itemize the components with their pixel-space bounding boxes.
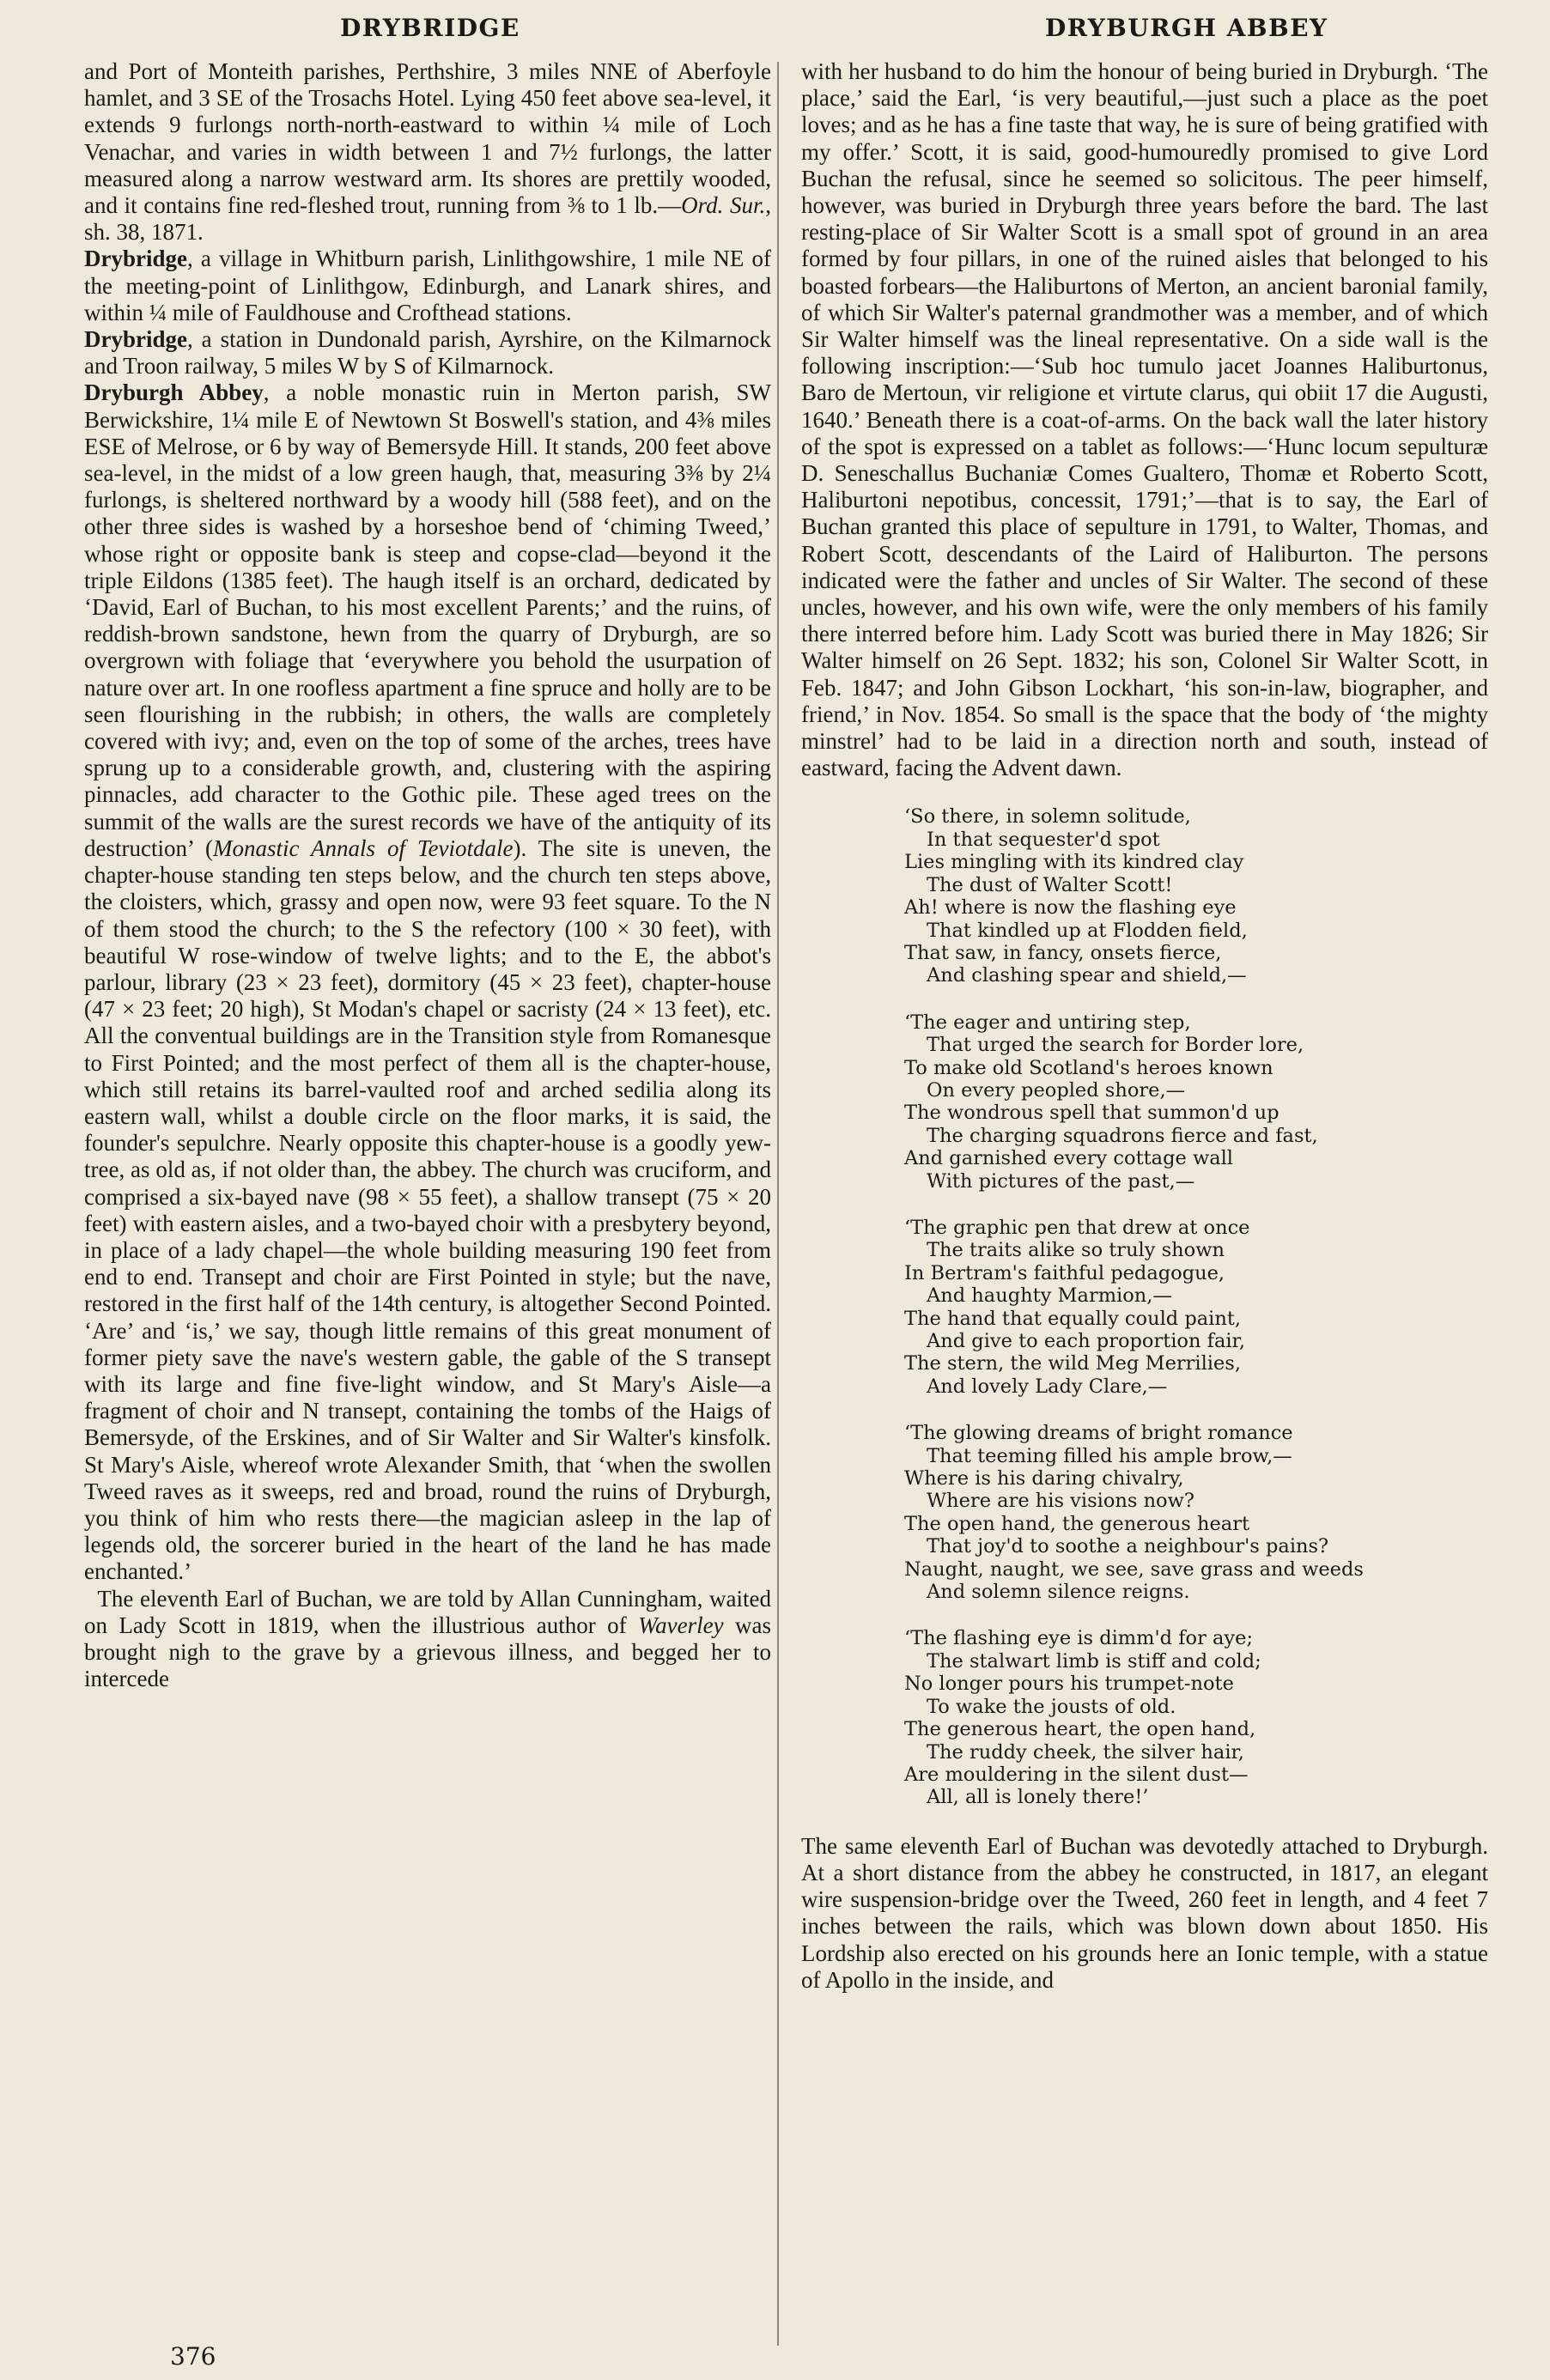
poem-line: The stern, the wild Meg Merrilies, xyxy=(904,1352,1242,1375)
running-head-left: DRYBRIDGE xyxy=(340,14,520,42)
poem-line: Lies mingling with its kindred clay xyxy=(904,851,1244,874)
entry-drybridge-village xyxy=(84,246,771,326)
poem-line: The wondrous spell that summon'd up xyxy=(904,1102,1280,1125)
poem-stanza xyxy=(904,1627,1488,1808)
poem-line: The open hand, the generous heart xyxy=(904,1512,1250,1535)
column-divider xyxy=(777,62,779,2346)
paragraph-suspension-bridge: The same eleventh Earl of Buchan was devotedly attached to Dryburgh. At a short distance from the abbey he constructed, in 1817, an elegant wire suspension-bridge over the Tweed, 260 feet in length, and 4 feet 7 inches between the rails, which was blown down about 1850. His Lordship also erected on his grounds here an Ionic temple, with a statue of Apollo in the inside, and xyxy=(801,1832,1488,1993)
poem-line: And solemn silence reigns. xyxy=(927,1581,1190,1604)
poem-stanza xyxy=(904,1217,1488,1398)
poem-line: On every peopled shore,— xyxy=(927,1078,1186,1102)
citation: Monastic Annals of Teviotdale xyxy=(212,835,514,861)
poem-line: ‘So there, in solemn solitude, xyxy=(904,805,1191,829)
running-head-right: DRYBURGH ABBEY xyxy=(1045,14,1328,42)
poem-line: In Bertram's faithful pedagogue, xyxy=(904,1261,1225,1284)
text-run: The eleventh Earl of Buchan, we are told by Allan Cunningham, waited on Lady Scott in 1819, when the illustrious author of xyxy=(84,1585,771,1638)
right-column xyxy=(801,58,1488,1994)
entry-headword: Drybridge xyxy=(84,326,187,353)
page-number: 376 xyxy=(170,2342,216,2371)
poem-line: With pictures of the past,— xyxy=(927,1169,1195,1193)
paragraph-scott-burial: with her husband to do him the honour of being buried in Dryburgh. ‘The place,’ said the Earl, ‘is very beautiful,—just such a place as the poet loves; and as he has a fine taste that way, he is sure of being gratified with my offer.’ Scott, it is said, good-humouredly promised to give Lord Buchan the refusal, since he seemed so solicitous. The peer himself, however, was buried in Dryburgh three years before the bard. The last resting-place of Sir Walter Scott is a small spot of ground in an area formed by four pillars, in one of the ruined aisles that belonged to his boasted forbears—the Haliburtons of Merton, an ancient baronial family, of which Sir Walter's paternal grandmother was a member, and of which Sir Walter himself was the lineal representative. On a side wall is the following inscription:—‘Sub hoc tumulo jacet Joannes Haliburtonus, Baro de Mertoun, vir religione et virtute clarus, qui obiit 17 die Augusti, 1640.’ Beneath there is a coat-of-arms. On the back wall the later history of the spot is expressed on a tablet as follows:—‘Hunc locum sepulturæ D. Seneschallus Buchaniæ Comes Gualtero, Thomæ et Roberto Scott, Haliburtoni nepotibus, concessit, 1791;’—that is to say, the Earl of Buchan granted this place of sepulture in 1791, to Walter, Thomas, and Robert Scott, descendants of the Laird of Haliburton. The persons indicated were the father and uncles of Sir Walter. The second of these uncles, however, and his own wife, were the only members of his family there interred before him. Lady Scott was buried there in May 1826; Sir Walter himself on 26 Sept. 1832; his son, Colonel Sir Walter Scott, in Feb. 1847; and John Gibson Lockhart, ‘his son-in-law, biographer, and friend,’ in Nov. 1854. So small is the space that the body of ‘the mighty minstrel’ had to be laid in a direction north and south, instead of eastward, facing the Advent dawn. xyxy=(801,58,1488,781)
poem-line: All, all is lonely there!’ xyxy=(927,1786,1149,1809)
poem-line: Ah! where is now the flashing eye xyxy=(904,896,1237,920)
entry-headword: Dryburgh Abbey xyxy=(84,379,264,406)
poem-line: And garnished every cottage wall xyxy=(904,1147,1234,1170)
poem-stanza xyxy=(904,1422,1488,1603)
poem-line: The dust of Walter Scott! xyxy=(927,873,1173,896)
poem-line: Are mouldering in the silent dust— xyxy=(904,1763,1249,1786)
poem-line: The stalwart limb is stiff and cold; xyxy=(927,1649,1261,1673)
paragraph-earl-of-buchan xyxy=(84,1586,771,1693)
poem-line: That kindled up at Flodden field, xyxy=(927,919,1248,942)
entry-text: ). The site is uneven, the chapter-house standing ten steps below, and the church ten steps above, the cloisters, which, grassy and open now, were 93 feet square. To the N of them stood the church; to the S the refectory (100 × 30 feet), with beautiful W rose-window of twelve lights; and to the E, the abbot's parlour, library (23 × 23 feet), dormitory (45 × 23 feet), chapter-house (47 × 23 feet; 20 high), St Modan's chapel or sacristy (24 × 13 feet), etc. All the conventual buildings are in the Transition style from Romanesque to First Pointed; and the most perfect of them all is the chapter-house, which still retains its barrel-vaulted roof and arched sedilia along its eastern wall, whilst a double circle on the floor marks, it is said, the founder's sepulchre. Nearly opposite this chapter-house is a goodly yew-tree, as old as, if not older than, the abbey. The church was cruciform, and comprised a six-bayed nave (98 × 55 feet), a shallow transept (75 × 20 feet) with eastern aisles, and a two-bayed choir with a presbytery beyond, in place of a lady chapel—the whole building measuring 190 feet from end to end. Transept and choir are First Pointed in style; but the nave, restored in the first half of the 14th century, is altogether Second Pointed. ‘Are’ and ‘is,’ we say, though little remains of this great monument of former piety save the nave's western gable, the gable of the S transept with its large and fine five-light window, and St Mary's Aisle—a fragment of choir and N transept, containing the tombs of the Haigs of Bemersyde, of the Erskines, and of Sir Walter and Sir Walter's kinsfolk. St Mary's Aisle, whereof wrote Alexander Smith, that ‘when the swollen Tweed raves as it sweeps, red and broad, round the ruins of Dryburgh, you think of him who rests there—the magician asleep in the lap of legends old, the sorcerer buried in the heart of the land he has made enchanted.’ xyxy=(84,835,771,1585)
poem-stanza xyxy=(904,1011,1488,1193)
entry-dryburgh-abbey xyxy=(84,379,771,1585)
citation: Ord. Sur. xyxy=(681,192,766,219)
poem-line: Naught, naught, we see, save grass and weeds xyxy=(904,1557,1364,1581)
poem-line: And give to each proportion fair, xyxy=(927,1330,1245,1353)
poem-line: And haughty Marmion,— xyxy=(927,1284,1172,1308)
poem-line: The generous heart, the open hand, xyxy=(904,1718,1256,1741)
poem-line: The ruddy cheek, the silver hair, xyxy=(927,1740,1244,1764)
poem-line: The hand that equally could paint, xyxy=(904,1307,1242,1330)
poem-line: That urged the search for Border lore, xyxy=(927,1034,1304,1057)
citation: Waverley xyxy=(638,1612,724,1638)
poem-line: ‘The graphic pen that drew at once xyxy=(904,1216,1250,1239)
poem-line: ‘The flashing eye is dimm'd for aye; xyxy=(904,1627,1254,1650)
entry-drybridge-station xyxy=(84,326,771,379)
poem-line: To wake the jousts of old. xyxy=(927,1695,1176,1718)
poem-line: Where is his daring chivalry, xyxy=(904,1467,1184,1491)
poem-line: The traits alike so truly shown xyxy=(927,1239,1225,1262)
poem-line: ‘The glowing dreams of bright romance xyxy=(904,1422,1293,1445)
left-column xyxy=(84,58,771,1692)
poem-line: That teeming filled his ample brow,— xyxy=(927,1444,1292,1467)
text-run: and Port of Monteith parishes, Perthshire, 3 miles NNE of Aberfoyle hamlet, and 3 SE of the Trosachs Hotel. Lying 450 feet above sea-level, it extends 9 furlongs north-north-eastward to within ¼ mile of Loch Venachar, and varies in width between 1 and 7½ furlongs, the latter measured along a narrow westward arm. Its shores are prettily wooded, and it contains fine red-fleshed trout, running from ⅜ to 1 lb.— xyxy=(84,58,771,219)
poem-line: In that sequester'd spot xyxy=(927,828,1160,851)
entry-text: , a village in Whitburn parish, Linlithgowshire, 1 mile NE of the meeting-point of Linlithgow, Edinburgh, and Lanark shires, and within ¼ mile of Fauldhouse and Crofthead stations. xyxy=(84,246,771,325)
poem-line: No longer pours his trumpet-note xyxy=(904,1673,1234,1696)
poem-line: Where are his visions now? xyxy=(927,1490,1194,1513)
poem-line: That joy'd to soothe a neighbour's pains? xyxy=(927,1535,1329,1558)
text-run: , sh. 38, 1871. xyxy=(84,192,771,246)
poem-line: That saw, in fancy, onsets fierce, xyxy=(904,941,1222,964)
poem-line: ‘The eager and untiring step, xyxy=(904,1011,1191,1034)
poem-line: The charging squadrons fierce and fast, xyxy=(927,1124,1318,1147)
entry-headword: Drybridge xyxy=(84,246,187,272)
paragraph-drymen-loch xyxy=(84,58,771,246)
text-run: was brought nigh to the grave by a grievous illness, and begged her to intercede xyxy=(84,1612,771,1692)
entry-text: , a noble monastic ruin in Merton parish, SW Berwickshire, 1¼ mile E of Newtown St Boswell's station, and 4⅜ miles ESE of Melrose, or 6 by way of Bemersyde Hill. It stands, 200 feet above sea-level, in the midst of a low green haugh, that, measuring 3⅜ by 2¼ furlongs, is sheltered northward by a woody hill (588 feet), and on the other three sides is washed by a horseshoe bend of ‘chiming Tweed,’ whose right or opposite bank is steep and copse-clad—beyond it the triple Eildons (1385 feet). The haugh itself is an orchard, dedicated by ‘David, Earl of Buchan, to his most excellent Parents;’ and the ruins, of reddish-brown sandstone, hewn from the quarry of Dryburgh, are so overgrown with foliage that ‘everywhere you behold the usurpation of nature over art. In one roofless apartment a fine spruce and holly are to be seen flourishing in the rubbish; in others, the walls are completely covered with ivy; and, even on the top of some of the arches, trees have sprung up to a considerable growth, and, clustering with the aspiring pinnacles, add character to the Gothic pile. These aged trees on the summit of the walls are the surest records we have of the antiquity of its destruction’ ( xyxy=(84,379,771,861)
poem-line: And clashing spear and shield,— xyxy=(927,964,1247,987)
poem-line: And lovely Lady Clare,— xyxy=(927,1375,1168,1398)
poem xyxy=(904,805,1488,1808)
poem-stanza xyxy=(904,805,1488,987)
poem-line: To make old Scotland's heroes known xyxy=(904,1056,1273,1079)
entry-text: , a station in Dundonald parish, Ayrshire, on the Kilmarnock and Troon railway, 5 miles W by S of Kilmarnock. xyxy=(84,326,771,379)
